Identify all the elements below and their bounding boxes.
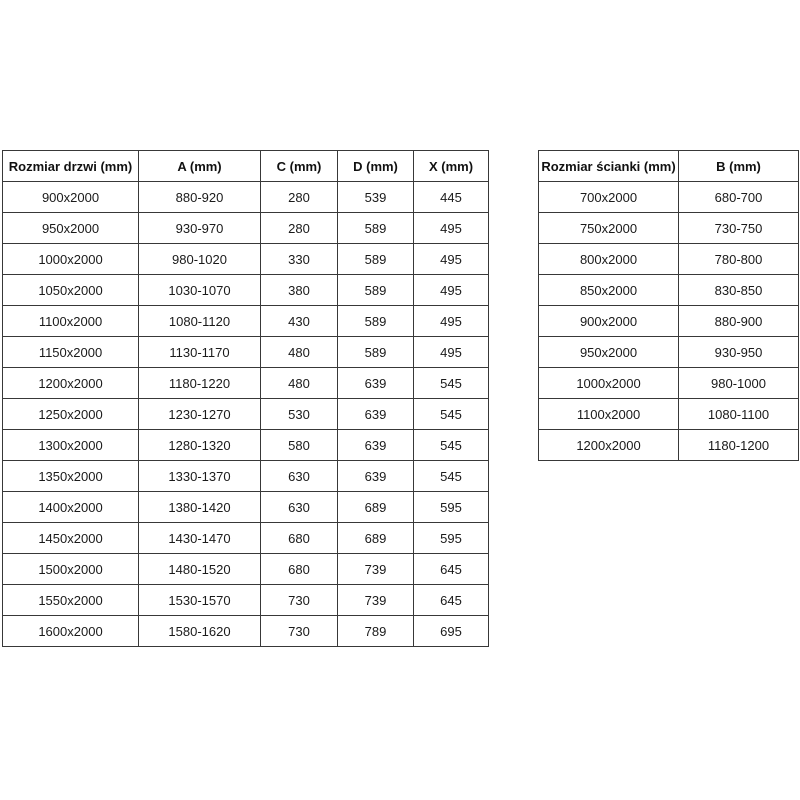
table-cell: 1080-1120 — [139, 306, 261, 337]
header-cell-a: A (mm) — [139, 151, 261, 182]
table-cell: 680 — [261, 554, 338, 585]
table-cell: 630 — [261, 461, 338, 492]
header-row — [539, 151, 799, 182]
table-cell: 1350x2000 — [3, 461, 139, 492]
table-row — [539, 430, 799, 461]
table-cell: 1080-1100 — [679, 399, 799, 430]
table-cell: 980-1020 — [139, 244, 261, 275]
table-cell: 880-920 — [139, 182, 261, 213]
table-cell: 495 — [414, 275, 489, 306]
table-cell: 589 — [338, 244, 414, 275]
table-cell: 495 — [414, 306, 489, 337]
table-cell: 700x2000 — [539, 182, 679, 213]
table-cell: 580 — [261, 430, 338, 461]
table-row — [539, 306, 799, 337]
table-cell: 1330-1370 — [139, 461, 261, 492]
table-cell: 1100x2000 — [3, 306, 139, 337]
table-row — [539, 275, 799, 306]
table-row — [3, 585, 489, 616]
table-cell: 1580-1620 — [139, 616, 261, 647]
table-cell: 739 — [338, 554, 414, 585]
table-cell: 1250x2000 — [3, 399, 139, 430]
table-cell: 1450x2000 — [3, 523, 139, 554]
table-cell: 595 — [414, 523, 489, 554]
table-cell: 639 — [338, 368, 414, 399]
table-cell: 495 — [414, 244, 489, 275]
table-row — [3, 337, 489, 368]
table-cell: 730 — [261, 616, 338, 647]
table-row — [539, 213, 799, 244]
table-cell: 800x2000 — [539, 244, 679, 275]
table-row — [3, 275, 489, 306]
table-cell: 589 — [338, 275, 414, 306]
table-cell: 789 — [338, 616, 414, 647]
table-row — [3, 306, 489, 337]
table-cell: 545 — [414, 430, 489, 461]
table-cell: 1480-1520 — [139, 554, 261, 585]
table-row — [3, 616, 489, 647]
table-cell: 1380-1420 — [139, 492, 261, 523]
table-cell: 545 — [414, 368, 489, 399]
table-cell: 630 — [261, 492, 338, 523]
table-cell: 1400x2000 — [3, 492, 139, 523]
table-cell: 380 — [261, 275, 338, 306]
table-cell: 1550x2000 — [3, 585, 139, 616]
header-cell-c: C (mm) — [261, 151, 338, 182]
table-cell: 480 — [261, 337, 338, 368]
table-cell: 280 — [261, 213, 338, 244]
table-cell: 1050x2000 — [3, 275, 139, 306]
door-sizes-table-head — [3, 151, 489, 182]
table-cell: 1200x2000 — [3, 368, 139, 399]
table-cell: 1000x2000 — [3, 244, 139, 275]
table-cell: 639 — [338, 461, 414, 492]
table-cell: 1230-1270 — [139, 399, 261, 430]
table-cell: 1500x2000 — [3, 554, 139, 585]
table-cell: 850x2000 — [539, 275, 679, 306]
table-cell: 930-950 — [679, 337, 799, 368]
table-row — [539, 244, 799, 275]
table-row — [3, 182, 489, 213]
table-cell: 1150x2000 — [3, 337, 139, 368]
table-row — [3, 461, 489, 492]
table-cell: 1130-1170 — [139, 337, 261, 368]
table-cell: 539 — [338, 182, 414, 213]
table-cell: 750x2000 — [539, 213, 679, 244]
header-cell-door-size: Rozmiar drzwi (mm) — [3, 151, 139, 182]
table-row — [3, 213, 489, 244]
table-cell: 639 — [338, 399, 414, 430]
table-row — [3, 430, 489, 461]
header-row — [3, 151, 489, 182]
table-cell: 589 — [338, 306, 414, 337]
table-cell: 445 — [414, 182, 489, 213]
table-cell: 545 — [414, 399, 489, 430]
table-cell: 280 — [261, 182, 338, 213]
header-cell-x: X (mm) — [414, 151, 489, 182]
header-cell-wall-size: Rozmiar ścianki (mm) — [539, 151, 679, 182]
table-row — [3, 399, 489, 430]
table-cell: 639 — [338, 430, 414, 461]
table-cell: 495 — [414, 337, 489, 368]
table-cell: 1180-1220 — [139, 368, 261, 399]
table-cell: 930-970 — [139, 213, 261, 244]
table-cell: 480 — [261, 368, 338, 399]
table-cell: 730 — [261, 585, 338, 616]
door-sizes-table-body — [3, 182, 489, 647]
table-cell: 1430-1470 — [139, 523, 261, 554]
table-row — [539, 368, 799, 399]
wall-sizes-table-body — [539, 182, 799, 461]
table-cell: 1000x2000 — [539, 368, 679, 399]
wall-sizes-table — [538, 150, 799, 461]
table-cell: 430 — [261, 306, 338, 337]
table-cell: 680-700 — [679, 182, 799, 213]
table-row — [3, 523, 489, 554]
table-cell: 495 — [414, 213, 489, 244]
table-cell: 680 — [261, 523, 338, 554]
table-cell: 1030-1070 — [139, 275, 261, 306]
table-cell: 980-1000 — [679, 368, 799, 399]
table-cell: 950x2000 — [539, 337, 679, 368]
table-cell: 689 — [338, 523, 414, 554]
table-cell: 695 — [414, 616, 489, 647]
table-row — [539, 182, 799, 213]
table-cell: 730-750 — [679, 213, 799, 244]
header-cell-b: B (mm) — [679, 151, 799, 182]
table-cell: 1180-1200 — [679, 430, 799, 461]
table-cell: 830-850 — [679, 275, 799, 306]
table-cell: 1300x2000 — [3, 430, 139, 461]
table-cell: 645 — [414, 554, 489, 585]
table-cell: 530 — [261, 399, 338, 430]
table-cell: 589 — [338, 337, 414, 368]
header-cell-d: D (mm) — [338, 151, 414, 182]
table-row — [539, 337, 799, 368]
table-cell: 330 — [261, 244, 338, 275]
table-cell: 689 — [338, 492, 414, 523]
wall-sizes-table-head — [539, 151, 799, 182]
table-cell: 1530-1570 — [139, 585, 261, 616]
table-cell: 589 — [338, 213, 414, 244]
table-cell: 880-900 — [679, 306, 799, 337]
table-cell: 1280-1320 — [139, 430, 261, 461]
table-cell: 780-800 — [679, 244, 799, 275]
table-cell: 1200x2000 — [539, 430, 679, 461]
table-cell: 900x2000 — [539, 306, 679, 337]
table-row — [539, 399, 799, 430]
table-row — [3, 368, 489, 399]
table-row — [3, 492, 489, 523]
table-row — [3, 244, 489, 275]
table-cell: 900x2000 — [3, 182, 139, 213]
table-cell: 1600x2000 — [3, 616, 139, 647]
door-sizes-table — [2, 150, 489, 647]
table-cell: 595 — [414, 492, 489, 523]
table-row — [3, 554, 489, 585]
table-cell: 1100x2000 — [539, 399, 679, 430]
table-cell: 739 — [338, 585, 414, 616]
table-cell: 645 — [414, 585, 489, 616]
table-cell: 545 — [414, 461, 489, 492]
table-cell: 950x2000 — [3, 213, 139, 244]
